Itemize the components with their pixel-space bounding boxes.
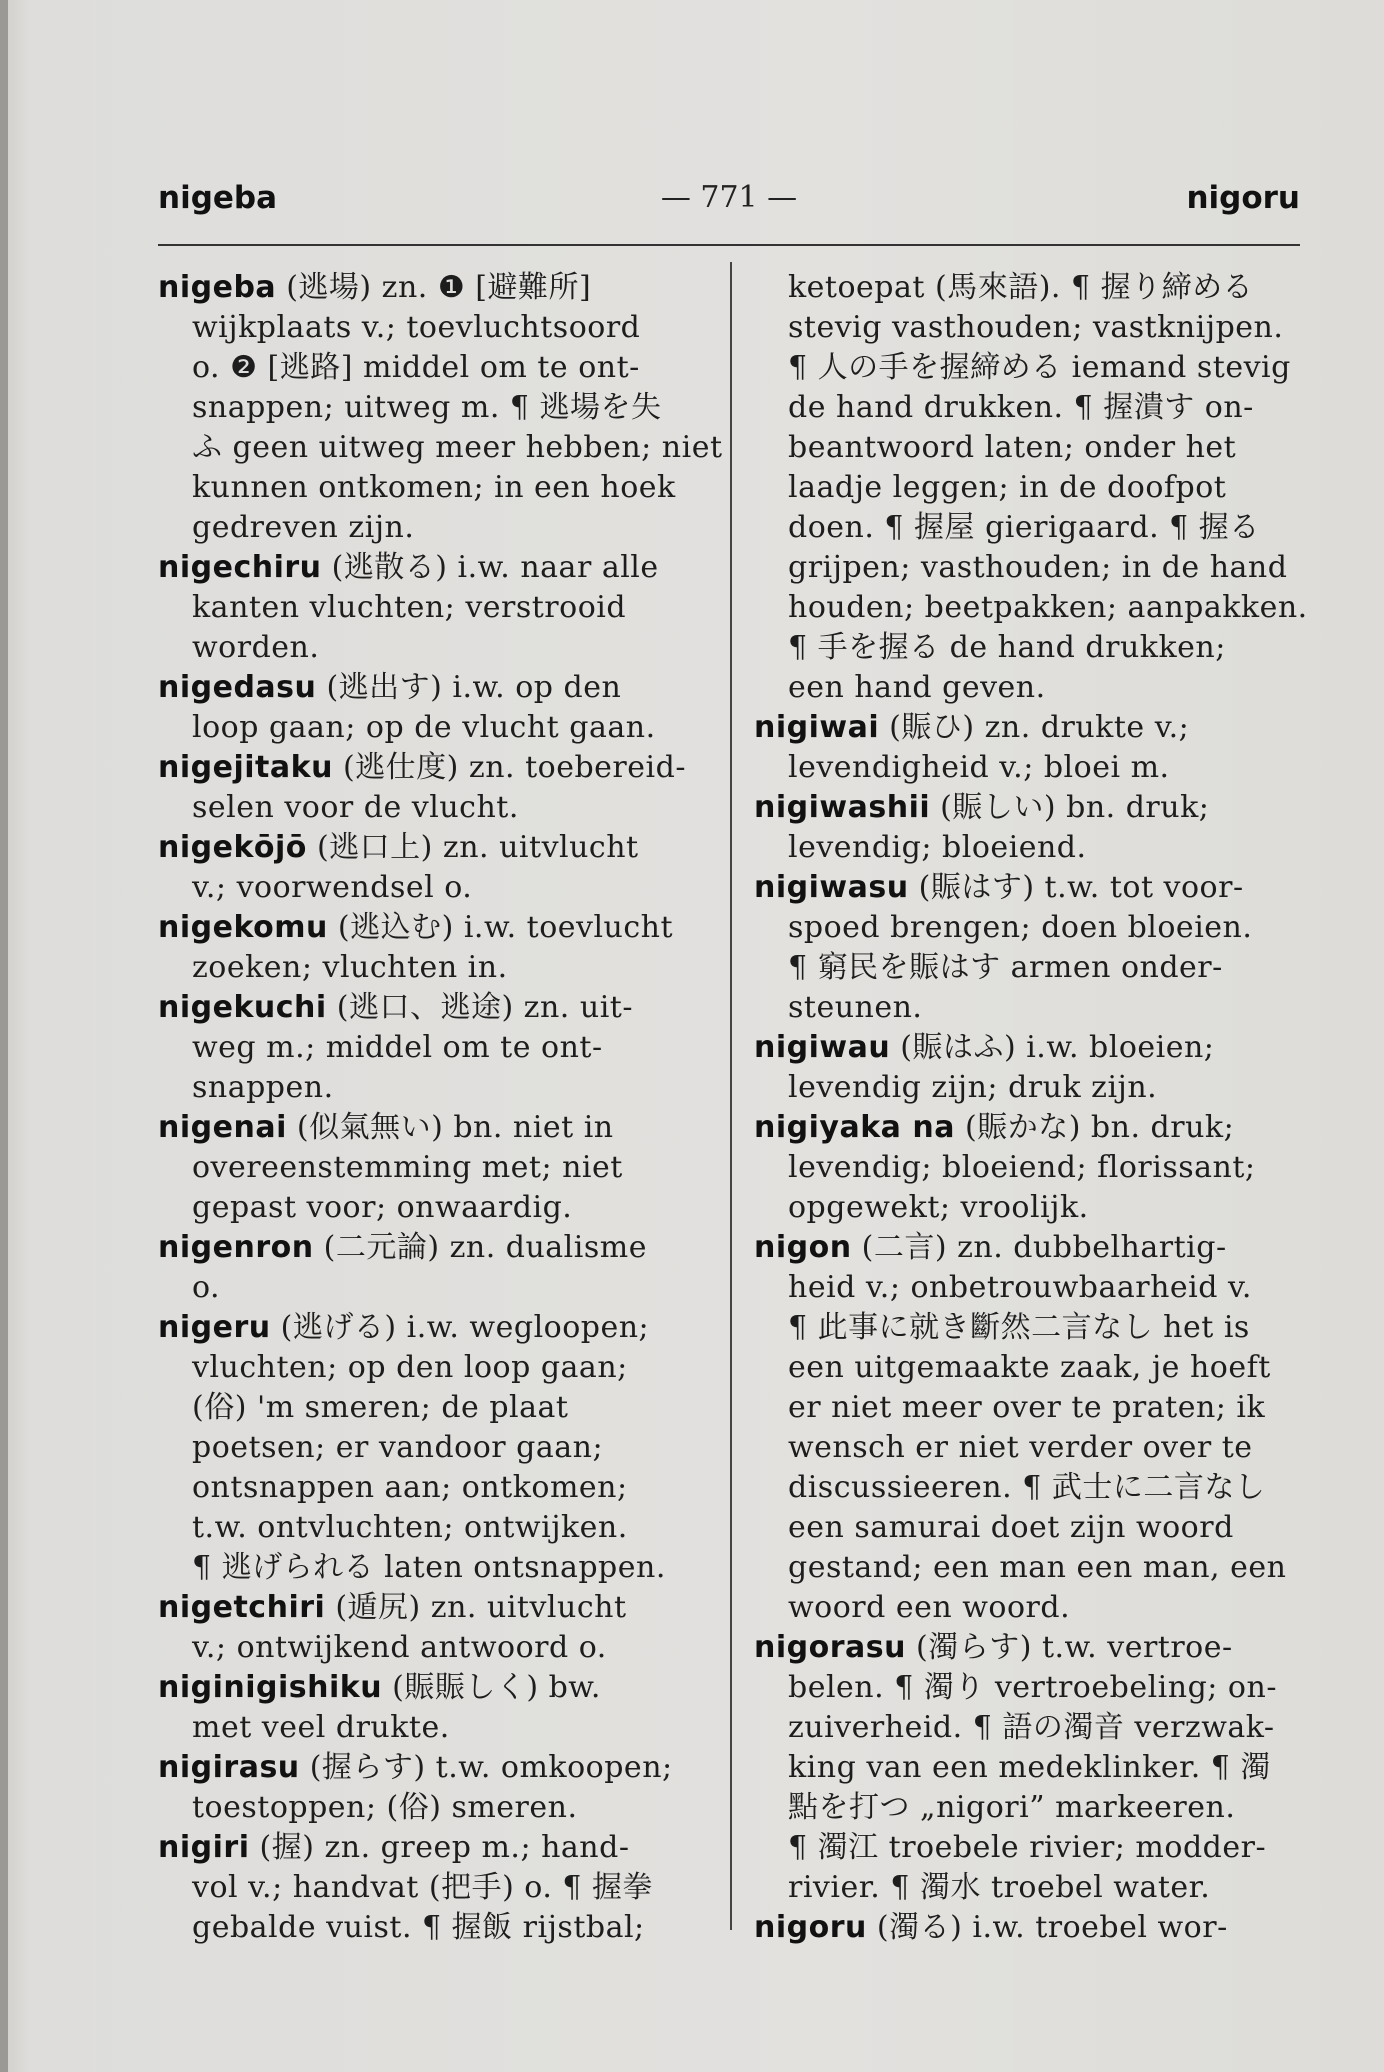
definition-text: king van een medeklinker. ¶ 濁 — [788, 1750, 1271, 1785]
entry-headline — [158, 1108, 708, 1148]
definition-text: belen. ¶ 濁り vertroebeling; on- — [788, 1670, 1277, 1705]
definition-text: ¶ 濁江 troebele rivier; modder- — [788, 1830, 1267, 1865]
entry-line — [754, 1668, 1306, 1708]
definition-text: ふ geen uitweg meer hebben; niet — [192, 430, 723, 465]
definition-text: (逃出す) i.w. op den — [316, 670, 622, 705]
entry-line — [158, 788, 708, 828]
entry-line — [158, 1188, 708, 1228]
entry-line — [158, 708, 708, 748]
entry-line — [754, 1348, 1306, 1388]
entry-line — [158, 1708, 708, 1748]
definition-text: vol v.; handvat (把手) o. ¶ 握拳 — [192, 1870, 654, 1905]
entry-headline — [158, 268, 708, 308]
definition-text: (賑かな) bn. druk; — [954, 1110, 1235, 1145]
definition-text: zoeken; vluchten in. — [192, 950, 508, 985]
entry-line — [754, 548, 1306, 588]
page-header — [158, 180, 1300, 230]
left-guide-word: nigeba — [158, 180, 278, 216]
entry-headline — [754, 1028, 1306, 1068]
headword: nigiri — [158, 1830, 250, 1865]
definition-text: grijpen; vasthouden; in de hand — [788, 550, 1288, 585]
headword: nigiwai — [754, 710, 880, 745]
entry-line — [158, 1788, 708, 1828]
entry-line — [754, 1468, 1306, 1508]
definition-text: (逃仕度) zn. toebereid- — [332, 750, 686, 785]
entry-line — [754, 1268, 1306, 1308]
headword: nigejitaku — [158, 750, 333, 785]
entry-line — [754, 828, 1306, 868]
entry-line — [158, 1508, 708, 1548]
entry-line — [158, 508, 708, 548]
entry-headline — [754, 868, 1306, 908]
entry-line — [754, 268, 1306, 308]
entry-line — [158, 1628, 708, 1668]
entry-line — [754, 628, 1306, 668]
definition-text: levendig; bloeiend. — [788, 830, 1087, 865]
entry-line — [158, 1028, 708, 1068]
definition-text: ¶ 手を握る de hand drukken; — [788, 630, 1226, 665]
headword: nigiwashii — [754, 790, 931, 825]
entry-line — [754, 388, 1306, 428]
headword: nigirasu — [158, 1750, 300, 1785]
definition-text: (逃げる) i.w. wegloopen; — [270, 1310, 650, 1345]
entry-headline — [158, 828, 708, 868]
definition-text: de hand drukken. ¶ 握潰す on- — [788, 390, 1254, 425]
definition-text: ¶ 逃げられる laten ontsnappen. — [192, 1550, 666, 1585]
entry-line — [158, 1148, 708, 1188]
definition-text: rivier. ¶ 濁水 troebel water. — [788, 1870, 1211, 1905]
headword: nigechiru — [158, 550, 322, 585]
definition-text: discussieeren. ¶ 武士に二言なし — [788, 1470, 1266, 1505]
entry-line — [754, 1148, 1306, 1188]
entry-line — [754, 588, 1306, 628]
definition-text: er niet meer over te praten; ik — [788, 1390, 1266, 1425]
right-column — [754, 268, 1306, 1948]
definition-text: overeenstemming met; niet — [192, 1150, 623, 1185]
entry-headline — [754, 1108, 1306, 1148]
headword: nigetchiri — [158, 1590, 326, 1625]
entry-headline — [158, 748, 708, 788]
definition-text: (逃込む) i.w. toevlucht — [327, 910, 674, 945]
definition-text: ¶ 此事に就き斷然二言なし het is — [788, 1310, 1250, 1345]
definition-text: levendig zijn; druk zijn. — [788, 1070, 1158, 1105]
headword: nigekōjō — [158, 830, 307, 865]
entry-line — [754, 1828, 1306, 1868]
entry-line — [158, 1468, 708, 1508]
entry-headline — [158, 908, 708, 948]
definition-text: spoed brengen; doen bloeien. — [788, 910, 1253, 945]
definition-text: gedreven zijn. — [192, 510, 415, 545]
entry-line — [754, 508, 1306, 548]
entry-line — [158, 1268, 708, 1308]
definition-text: met veel drukte. — [192, 1710, 450, 1745]
definition-text: gestand; een man een man, een — [788, 1550, 1287, 1585]
entry-headline — [158, 1828, 708, 1868]
entry-line — [158, 308, 708, 348]
entry-line — [158, 588, 708, 628]
definition-text: een samurai doet zijn woord — [788, 1510, 1234, 1545]
definition-text: woord een woord. — [788, 1590, 1071, 1625]
entry-line — [158, 1388, 708, 1428]
definition-text: weg m.; middel om te ont- — [192, 1030, 603, 1065]
definition-text: (賑賑しく) bw. — [382, 1670, 601, 1705]
definition-text: worden. — [192, 630, 320, 665]
entry-headline — [754, 1908, 1306, 1948]
definition-text: selen voor de vlucht. — [192, 790, 519, 825]
entry-line — [158, 1868, 708, 1908]
definition-text: wijkplaats v.; toevluchtsoord — [192, 310, 641, 345]
definition-text: (俗) 'm smeren; de plaat — [192, 1390, 569, 1425]
headword: nigon — [754, 1230, 852, 1265]
entry-headline — [158, 1228, 708, 1268]
definition-text: (握らす) t.w. omkoopen; — [299, 1750, 673, 1785]
entry-line — [754, 1428, 1306, 1468]
entry-line — [754, 1308, 1306, 1348]
definition-text: een hand geven. — [788, 670, 1046, 705]
entry-line — [754, 948, 1306, 988]
entry-line — [158, 628, 708, 668]
headword: nigiwau — [754, 1030, 891, 1065]
definition-text: loop gaan; op de vlucht gaan. — [192, 710, 656, 745]
entry-line — [754, 1068, 1306, 1108]
entry-line — [754, 1588, 1306, 1628]
entry-headline — [754, 788, 1306, 828]
definition-text: zuiverheid. ¶ 語の濁音 verzwak- — [788, 1710, 1275, 1745]
definition-text: opgewekt; vroolijk. — [788, 1190, 1089, 1225]
entry-line — [754, 348, 1306, 388]
entry-headline — [754, 1228, 1306, 1268]
entry-line — [754, 908, 1306, 948]
headword: nigeba — [158, 270, 277, 305]
entry-line — [754, 1388, 1306, 1428]
entry-line — [158, 1348, 708, 1388]
headword: nigiyaka na — [754, 1110, 955, 1145]
headword: niginigishiku — [158, 1670, 383, 1705]
definition-text: wensch er niet verder over te — [788, 1430, 1253, 1465]
entry-line — [754, 1868, 1306, 1908]
left-column — [158, 268, 723, 1948]
entry-line — [754, 468, 1306, 508]
entry-line — [158, 1428, 708, 1468]
definition-text: poetsen; er vandoor gaan; — [192, 1430, 604, 1465]
definition-text: snappen. — [192, 1070, 334, 1105]
definition-text: ketoepat (馬來語). ¶ 握り締める — [788, 270, 1254, 305]
entry-line — [754, 1748, 1306, 1788]
definition-text: (二元論) zn. dualisme — [313, 1230, 647, 1265]
headword: nigoru — [754, 1910, 867, 1945]
headword: nigenai — [158, 1110, 287, 1145]
definition-text: (逃場) zn. ❶ [避難所] — [276, 270, 592, 305]
headword: nigekuchi — [158, 990, 327, 1025]
entry-line — [754, 988, 1306, 1028]
definition-text: (逃散る) i.w. naar alle — [321, 550, 659, 585]
entry-line — [158, 468, 708, 508]
definition-text: gepast voor; onwaardig. — [192, 1190, 573, 1225]
entry-headline — [158, 1668, 708, 1708]
definition-text: (賑ひ) zn. drukte v.; — [879, 710, 1190, 745]
headword: nigeru — [158, 1310, 271, 1345]
entry-line — [754, 748, 1306, 788]
entry-line — [158, 1908, 708, 1948]
definition-text: (二言) zn. dubbelhartig- — [851, 1230, 1227, 1265]
definition-text: v.; ontwijkend antwoord o. — [192, 1630, 607, 1665]
definition-text: (賑はふ) i.w. bloeien; — [890, 1030, 1215, 1065]
definition-text: kunnen ontkomen; in een hoek — [192, 470, 676, 505]
definition-text: (握) zn. greep m.; hand- — [249, 1830, 630, 1865]
definition-text: stevig vasthouden; vastknijpen. — [788, 310, 1284, 345]
entry-line — [158, 348, 708, 388]
entry-line — [158, 1548, 708, 1588]
entry-line — [754, 1548, 1306, 1588]
definition-text: t.w. ontvluchten; ontwijken. — [192, 1510, 628, 1545]
headword: nigenron — [158, 1230, 314, 1265]
definition-text: v.; voorwendsel o. — [192, 870, 473, 905]
entry-headline — [158, 668, 708, 708]
entry-line — [754, 668, 1306, 708]
page-number: — 771 — — [660, 180, 798, 215]
definition-text: 點を打つ „nigori” markeeren. — [788, 1790, 1236, 1825]
definition-text: (逃口、逃途) zn. uit- — [326, 990, 633, 1025]
definition-text: laadje leggen; in de doofpot — [788, 470, 1227, 505]
entry-line — [754, 1708, 1306, 1748]
definition-text: (逃口上) zn. uitvlucht — [306, 830, 639, 865]
headword: nigorasu — [754, 1630, 906, 1665]
right-guide-word: nigoru — [1186, 180, 1300, 216]
entry-line — [158, 428, 723, 468]
entry-headline — [754, 1628, 1306, 1668]
entry-line — [158, 388, 708, 428]
definition-text: doen. ¶ 握屋 gierigaard. ¶ 握る — [788, 510, 1260, 545]
entry-line — [754, 308, 1306, 348]
entry-headline — [158, 1588, 708, 1628]
definition-text: houden; beetpakken; aanpakken. — [788, 590, 1308, 625]
entry-headline — [158, 548, 708, 588]
entry-line — [158, 1068, 708, 1108]
definition-text: o. — [192, 1270, 221, 1305]
definition-text: kanten vluchten; verstrooid — [192, 590, 627, 625]
definition-text: levendig; bloeiend; florissant; — [788, 1150, 1256, 1185]
entry-line — [158, 868, 708, 908]
entry-line — [754, 1788, 1306, 1828]
headword: nigiwasu — [754, 870, 909, 905]
definition-text: (賑しい) bn. druk; — [930, 790, 1210, 825]
definition-text: (似氣無い) bn. niet in — [286, 1110, 614, 1145]
definition-text: beantwoord laten; onder het — [788, 430, 1237, 465]
definition-text: snappen; uitweg m. ¶ 逃場を失 — [192, 390, 662, 425]
entry-headline — [158, 988, 708, 1028]
entry-headline — [754, 708, 1306, 748]
headword: nigedasu — [158, 670, 317, 705]
entry-headline — [158, 1308, 708, 1348]
definition-text: toestoppen; (俗) smeren. — [192, 1790, 578, 1825]
definition-text: een uitgemaakte zaak, je hoeft — [788, 1350, 1271, 1385]
definition-text: (濁る) i.w. troebel wor- — [866, 1910, 1228, 1945]
definition-text: (賑はす) t.w. tot voor- — [908, 870, 1244, 905]
column-divider — [730, 262, 732, 1930]
entry-line — [754, 428, 1306, 468]
definition-text: levendigheid v.; bloei m. — [788, 750, 1170, 785]
definition-text: o. ❷ [逃路] middel om te ont- — [192, 350, 640, 385]
definition-text: ¶ 窮民を賑はす armen onder- — [788, 950, 1223, 985]
definition-text: ontsnappen aan; ontkomen; — [192, 1470, 628, 1505]
entry-line — [754, 1508, 1306, 1548]
definition-text: steunen. — [788, 990, 923, 1025]
headword: nigekomu — [158, 910, 328, 945]
entry-line — [754, 1188, 1306, 1228]
definition-text: heid v.; onbetrouwbaarheid v. — [788, 1270, 1252, 1305]
definition-text: (濁らす) t.w. vertroe- — [905, 1630, 1233, 1665]
header-rule — [158, 244, 1300, 246]
definition-text: vluchten; op den loop gaan; — [192, 1350, 628, 1385]
entry-headline — [158, 1748, 708, 1788]
definition-text: ¶ 人の手を握締める iemand stevig — [788, 350, 1291, 385]
entry-line — [158, 948, 708, 988]
page-spine-shadow — [0, 0, 8, 2072]
definition-text: (遁尻) zn. uitvlucht — [325, 1590, 627, 1625]
definition-text: gebalde vuist. ¶ 握飯 rijstbal; — [192, 1910, 645, 1945]
